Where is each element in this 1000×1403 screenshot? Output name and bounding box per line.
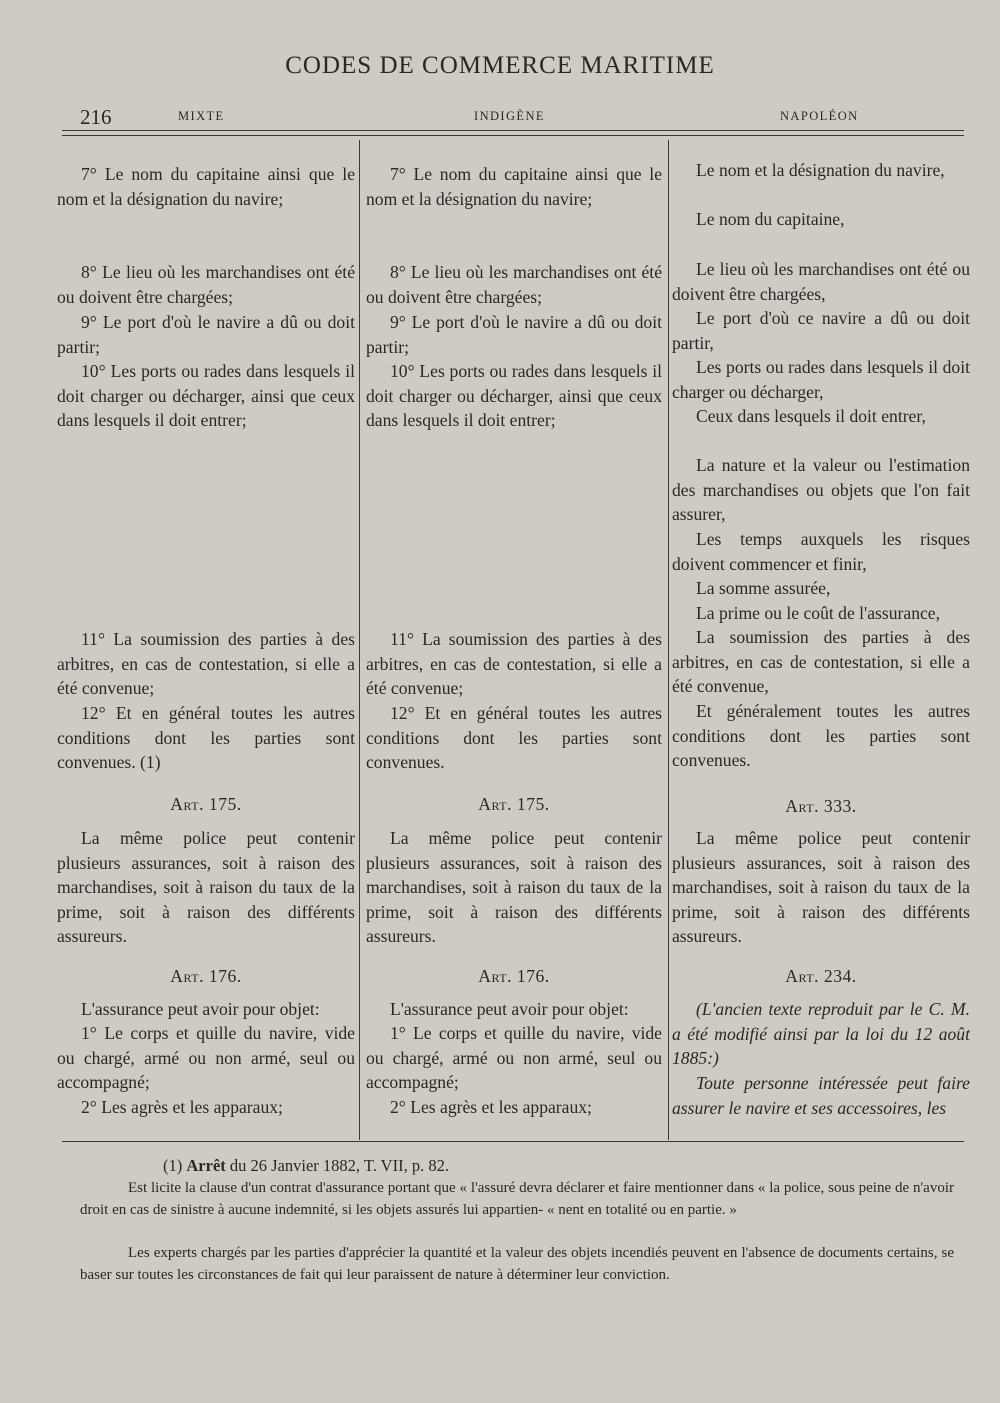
napoleon-para-text: Toute personne intéressée peut faire assurer le navire et ses accessoires, les bbox=[672, 1073, 970, 1118]
napoleon-article-333: Art. 333. bbox=[785, 796, 857, 816]
napoleon-article-234: Art. 234. bbox=[785, 966, 857, 986]
indigene-para-2: 2° Les agrès et les apparaux; bbox=[390, 1097, 592, 1117]
napoleon-para-12: Et généralement toutes les autres conditions dont les parties sont convenues. bbox=[672, 701, 970, 771]
indigene-para-12: 12° Et en général toutes les autres conditions dont les parties sont convenues. bbox=[366, 703, 662, 773]
footnote-reference: du 26 Janvier 1882, T. VII, p. 82. bbox=[229, 1156, 449, 1175]
napoleon-para-9: La somme assurée, bbox=[696, 578, 831, 598]
footnote-bold-label: Arrêt bbox=[186, 1156, 226, 1175]
indigene-article-176: Art. 176. bbox=[478, 966, 550, 986]
footnote-paragraph-1: Est licite la clause d'un contrat d'assurance portant que « l'assuré devra déclarer et faire mentionner dans « la police, sous peine de n'avoir droit en cas de sinistre à aucune indemnité, si les objets assurés lui appartien- « nent en totalité ou en partie. » bbox=[80, 1180, 954, 1218]
mixte-article-175: Art. 175. bbox=[170, 794, 242, 814]
napoleon-para-6: Ceux dans lesquels il doit entrer, bbox=[696, 406, 926, 426]
header-rule-bottom bbox=[62, 135, 964, 136]
column-header-indigene: INDIGÈNE bbox=[474, 109, 545, 123]
indigene-para-10: 10° Les ports ou rades dans lesquels il doit charger ou décharger, ainsi que ceux dans lesquels il doit entrer; bbox=[366, 361, 662, 431]
indigene-para-1: 1° Le corps et quille du navire, vide ou chargé, armé ou non armé, seul ou accompagné; bbox=[366, 1023, 662, 1093]
column-header-napoleon: NAPOLÉON bbox=[780, 109, 859, 123]
indigene-para-art175: La même police peut contenir plusieurs assurances, soit à raison des marchandises, soit à raison du taux de la prime, soit à raison des différents assureurs. bbox=[366, 828, 662, 947]
mixte-para-11: 11° La soumission des parties à des arbitres, en cas de contestation, si elle a été convenue; bbox=[57, 629, 355, 699]
column-divider-1 bbox=[359, 140, 360, 1140]
page-title: CODES DE COMMERCE MARITIME bbox=[285, 52, 715, 79]
page-number: 216 bbox=[80, 105, 112, 129]
mixte-para-art175: La même police peut contenir plusieurs assurances, soit à raison des marchandises, soit à raison du taux de la prime, soit à raison des différents assureurs. bbox=[57, 828, 355, 947]
mixte-para-12: 12° Et en général toutes les autres conditions dont les parties sont convenues. (1) bbox=[57, 703, 355, 773]
column-header-mixte: MIXTE bbox=[178, 109, 225, 123]
column-divider-2 bbox=[668, 140, 669, 1140]
indigene-para-9: 9° Le port d'où le navire a dû ou doit partir; bbox=[366, 312, 662, 357]
napoleon-para-10: La prime ou le coût de l'assurance, bbox=[696, 603, 941, 623]
indigene-para-7: 7° Le nom du capitaine ainsi que le nom et la désignation du navire; bbox=[366, 164, 662, 209]
indigene-para-8: 8° Le lieu où les marchandises ont été ou doivent être chargées; bbox=[366, 262, 662, 307]
mixte-para-1: 1° Le corps et quille du navire, vide ou chargé, armé ou non armé, seul ou accompagné; bbox=[57, 1023, 355, 1093]
mixte-para-8: 8° Le lieu où les marchandises ont été ou doivent être chargées; bbox=[57, 262, 355, 307]
napoleon-para-3: Le lieu où les marchandises ont été ou doivent être chargées, bbox=[672, 259, 970, 304]
mixte-para-10: 10° Les ports ou rades dans lesquels il doit charger ou décharger, ainsi que ceux dans lesquels il doit entrer; bbox=[57, 361, 355, 431]
napoleon-para-8: Les temps auxquels les risques doivent commencer et finir, bbox=[672, 529, 970, 574]
napoleon-para-4: Le port d'où ce navire a dû ou doit partir, bbox=[672, 308, 970, 353]
indigene-article-175: Art. 175. bbox=[478, 794, 550, 814]
mixte-para-2: 2° Les agrès et les apparaux; bbox=[81, 1097, 283, 1117]
napoleon-para-art333: La même police peut contenir plusieurs assurances, soit à raison des marchandises, soit à raison du taux de la prime, soit à raison des différents assureurs. bbox=[672, 828, 970, 947]
footnote-rule bbox=[62, 1141, 964, 1142]
mixte-para-9: 9° Le port d'où le navire a dû ou doit partir; bbox=[57, 312, 355, 357]
footnote-number: (1) bbox=[163, 1156, 183, 1175]
napoleon-para-1: Le nom et la désignation du navire, bbox=[696, 160, 945, 180]
mixte-para-art176: L'assurance peut avoir pour objet: bbox=[81, 999, 320, 1019]
napoleon-para-5: Les ports ou rades dans lesquels il doit charger ou décharger, bbox=[672, 357, 970, 402]
napoleon-para-7: La nature et la valeur ou l'estimation des marchandises ou objets que l'on fait assurer, bbox=[672, 455, 970, 525]
indigene-para-11: 11° La soumission des parties à des arbitres, en cas de contestation, si elle a été convenue; bbox=[366, 629, 662, 699]
indigene-para-art176: L'assurance peut avoir pour objet: bbox=[390, 999, 629, 1019]
footnote-paragraph-2: Les experts chargés par les parties d'apprécier la quantité et la valeur des objets incendiés peuvent en l'absence de documents certains, se baser sur toutes les circonstances de fait qui leur paraissent de nature à déterminer leur conviction. bbox=[80, 1245, 954, 1283]
footnote-heading bbox=[163, 1156, 449, 1176]
napoleon-para-2: Le nom du capitaine, bbox=[696, 209, 845, 229]
header-rule-top bbox=[62, 130, 964, 131]
napoleon-para-11: La soumission des parties à des arbitres, en cas de contestation, si elle a été convenue, bbox=[672, 627, 970, 697]
mixte-article-176: Art. 176. bbox=[170, 966, 242, 986]
mixte-para-7: 7° Le nom du capitaine ainsi que le nom et la désignation du navire; bbox=[57, 164, 355, 209]
napoleon-para-note: (L'ancien texte reproduit par le C. M. a été modifié ainsi par la loi du 12 août 1885:) bbox=[672, 999, 970, 1069]
